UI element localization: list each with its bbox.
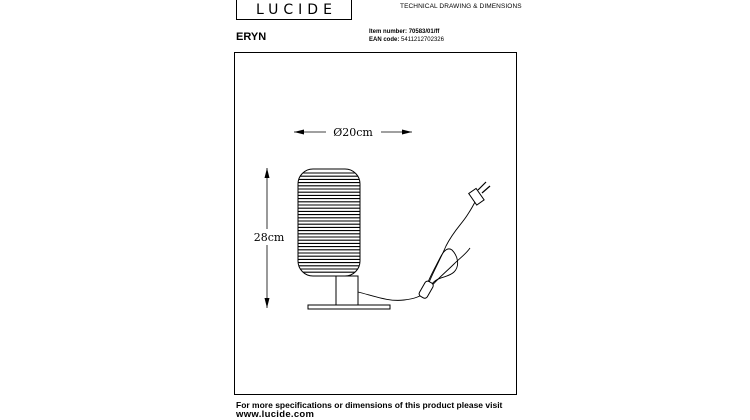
height-dimension bbox=[249, 168, 289, 308]
power-cable bbox=[358, 200, 476, 300]
footer-website-link[interactable]: www.lucide.com bbox=[236, 409, 315, 420]
item-number-value: 70583/01/ff bbox=[408, 29, 440, 35]
diameter-label: Ø20cm bbox=[333, 126, 373, 139]
ean-code-value: 5411212702326 bbox=[401, 37, 444, 43]
power-plug bbox=[469, 182, 490, 205]
lucide-logo: LUCIDE bbox=[236, 0, 352, 20]
lamp-shade bbox=[294, 169, 364, 276]
inline-switch bbox=[418, 280, 434, 299]
item-number-label: Item number: bbox=[369, 29, 408, 35]
lamp-base bbox=[308, 305, 390, 309]
product-name: ERYN bbox=[236, 31, 267, 43]
lamp-technical-drawing bbox=[234, 52, 517, 395]
ean-code-label: EAN code: bbox=[369, 37, 400, 43]
lamp-stem bbox=[336, 276, 358, 308]
footer-note: For more specifications or dimensions of this product please visit bbox=[236, 400, 503, 410]
ean-code-row bbox=[369, 37, 444, 43]
item-number-row bbox=[369, 29, 439, 35]
diameter-dimension bbox=[294, 125, 412, 139]
height-label: 28cm bbox=[253, 231, 285, 244]
document-heading: TECHNICAL DRAWING & DIMENSIONS bbox=[400, 3, 522, 10]
